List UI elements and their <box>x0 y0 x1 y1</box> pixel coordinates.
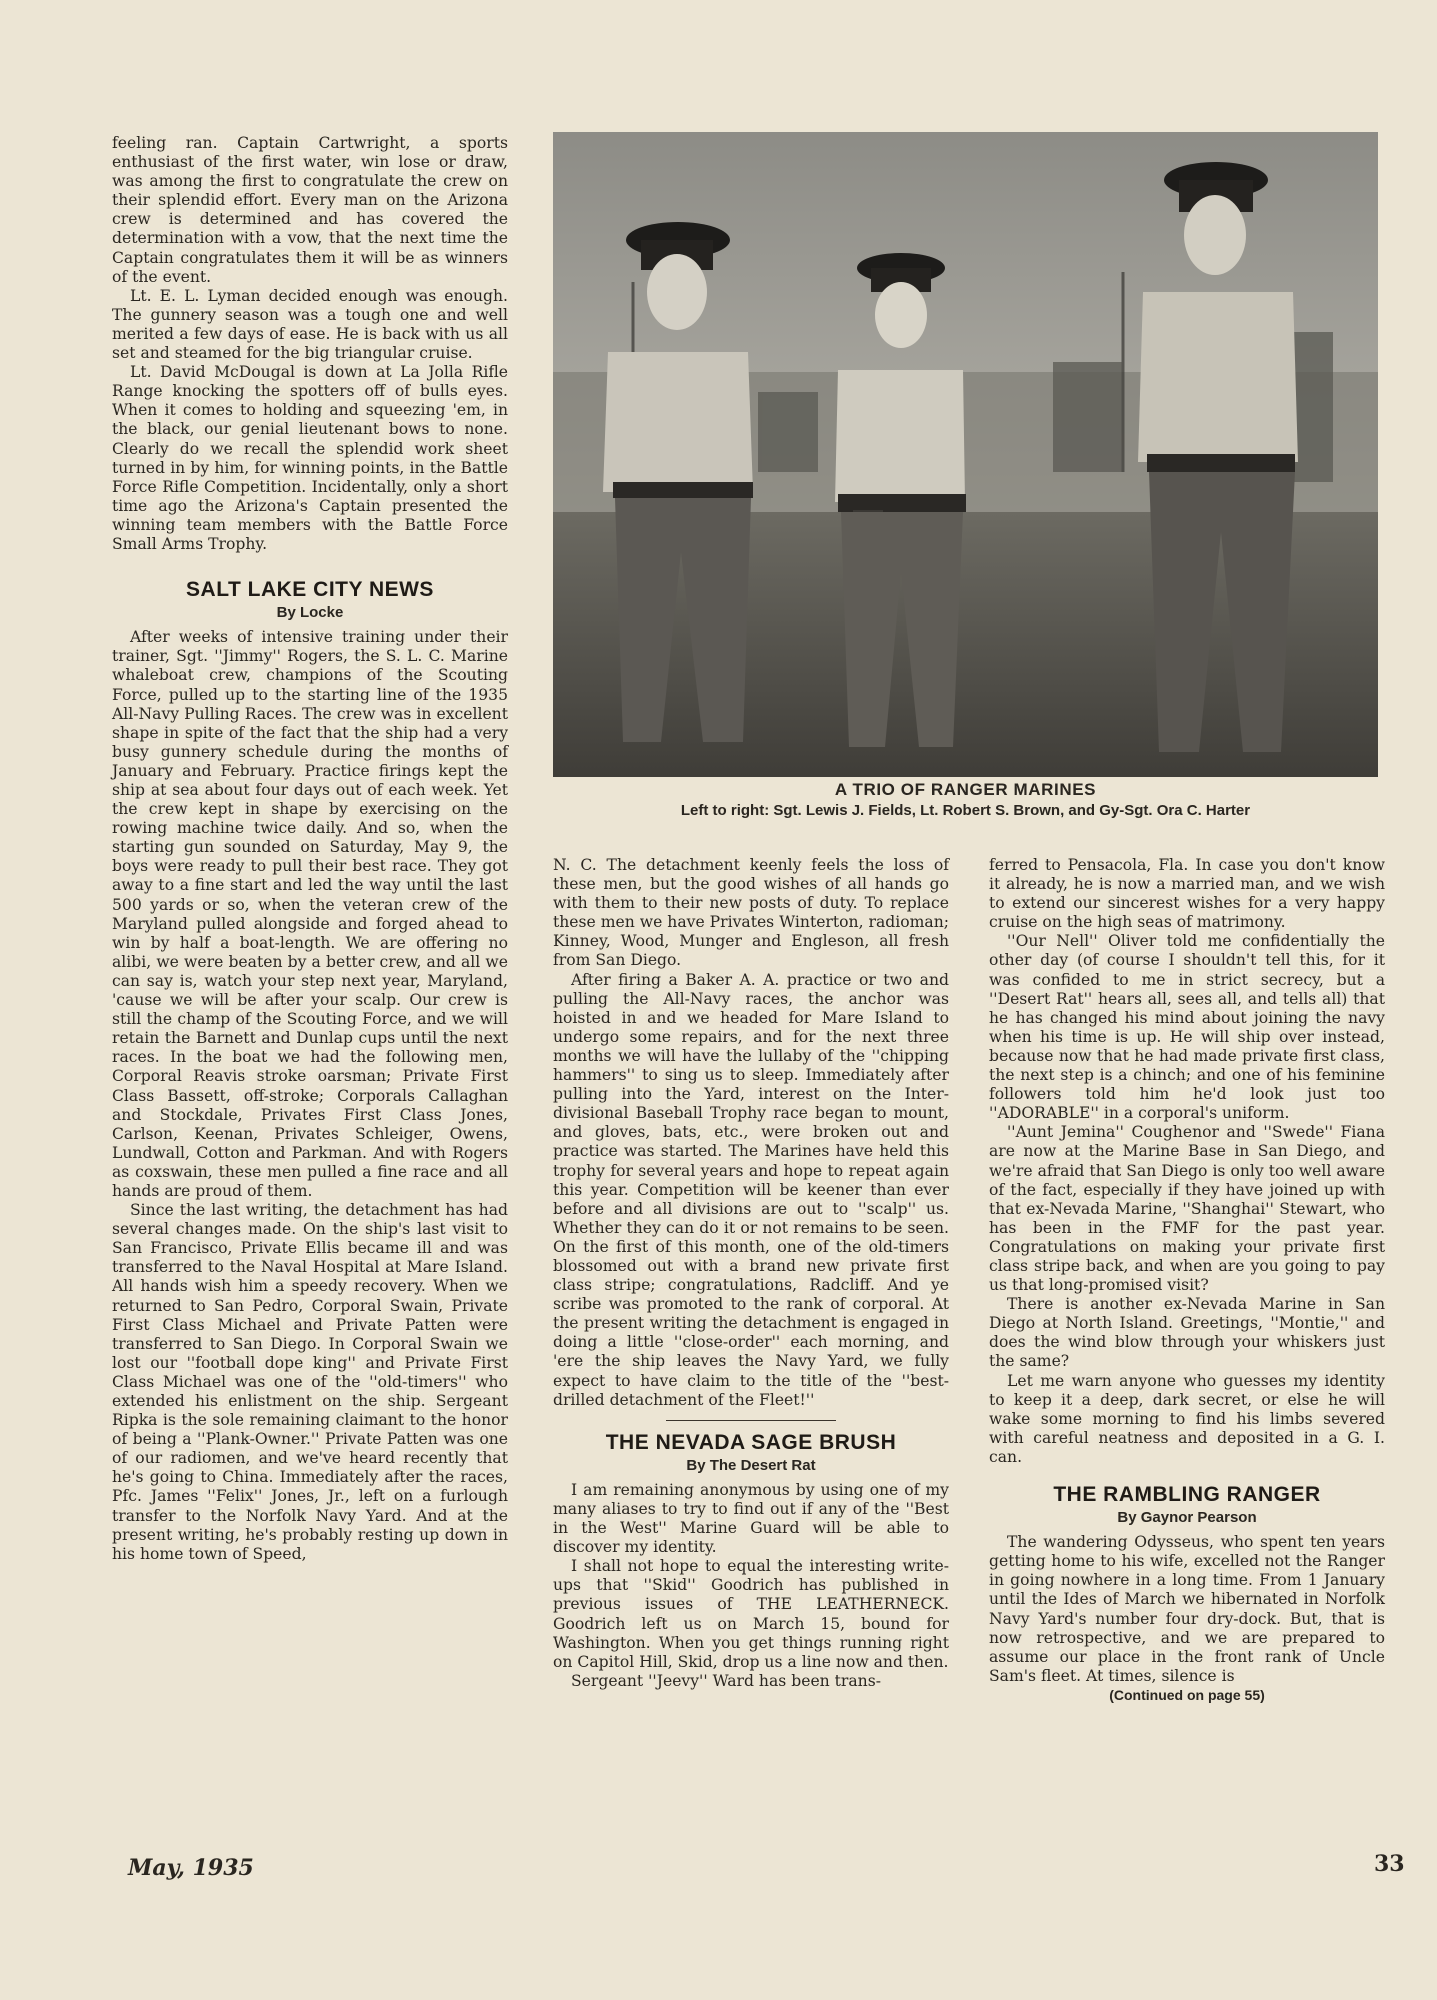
byline-gaynor-pearson: By Gaynor Pearson <box>1117 1509 1257 1527</box>
paragraph-warning: Let me warn anyone who guesses my identity to keep it a deep, dark secret, or else he will wake some morning to find his limbs severed with careful neatness and deposited in a G. I. can. <box>989 1371 1385 1466</box>
issue-date: May, 1935 <box>128 1855 254 1881</box>
paragraph-mcdougal: Lt. David McDougal is down at La Jolla Rifle Range knocking the spotters off of bulls eyes. When it comes to holding and squeezing 'em, in the black, our genial lieutenant bows to none. Clearly do we recall the splendid work sheet turned in by him, for winning points, in the Battle Force Rifle Competition. Incidentally, only a short time ago the Arizona's Captain presented the winning team members with the Battle Force Small Arms Trophy. <box>112 363 508 553</box>
paragraph-whaleboat-race: After weeks of intensive training under their trainer, Sgt. ''Jimmy'' Rogers, the S. L. C. Marine whaleboat crew, champions of the Scouting Force, pulled up to the starting line of the 1935 All-Navy Pulling Races. The crew was in excellent shape in spite of the fact that the ship had a very busy gunnery schedule during the months of January and February. Practice firings kept the ship at sea about four days out of each week. Yet the crew kept in shape by exercising on the rowing machine twice daily. And so, when the starting gun sounded on Saturday, May 9, the boys were ready to pull their best race. They got away to a fine start and led the way until the last 500 yards or so, when the veteran crew of the Maryland pulled alongside and forged ahead to win by half a boat-length. We are offering no alibi, we were beaten by a better crew, and all we can say is, watch your step next year, Maryland, 'cause we will be after your scalp. Our crew is still the champ of the Scouting Force, and we will retain the Barnett and Dunlap cups until the next races. In the boat we had the following men, Corporal Reavis stroke oarsman; Private First Class Bassett, off-stroke; Corporals Callaghan and Stockdale, Privates First Class Jones, Carlson, Keenan, Privates Schleiger, Owens, Lundwall, Cotton and Parkman. And with Rogers as coxswain, these men pulled a fine race and all hands are proud of them. <box>112 628 508 1200</box>
photo-caption-names: Left to right: Sgt. Lewis J. Fields, Lt. Robert S. Brown, and Gy-Sgt. Ora C. Harter <box>680 802 1251 819</box>
paragraph-anonymous: I am remaining anonymous by using one of my many aliases to try to find out if any of the ''Best in the West'' Marine Guard will be able to discover my identity. <box>553 1480 949 1557</box>
column-right <box>989 856 1385 1705</box>
headline-salt-lake-city-news: SALT LAKE CITY NEWS <box>186 578 434 602</box>
paragraph-detachment-changes: Since the last writing, the detachment has had several changes made. On the ship's last visit to San Francisco, Private Ellis became ill and was transferred to the Naval Hospital at Mare Island. All hands wish him a speedy recovery. When we returned to San Pedro, Corporal Swain, Private First Class Michael and Private Patten were transferred to San Diego. In Corporal Swain we lost our ''football dope king'' and Private First Class Michael was one of the ''old-timers'' who extended his enlistment on the ship. Sergeant Ripka is the sole remaining claimant to the honor of being a ''Plank-Owner.'' Private Patten was one of our radiomen, and we've heard recently that he's going to China. Immediately after the races, Pfc. James ''Felix'' Jones, Jr., left on a furlough transfer to the Norfolk Navy Yard. And at the present writing, he's probably resting up down in his home town of Speed, <box>112 1201 508 1563</box>
headline-rambling-ranger: THE RAMBLING RANGER <box>1053 1483 1321 1506</box>
paragraph-pensacola: ferred to Pensacola, Fla. In case you don't know it already, he is now a married man, and we wish to extend our sincerest wishes for a very happy cruise on the high seas of matrimony. <box>989 856 1385 932</box>
byline-locke: By Locke <box>276 604 344 622</box>
paragraph-lyman: Lt. E. L. Lyman decided enough was enough. The gunnery season was a tough one and well merited a few days of ease. He is back with us all set and steamed for the big triangular cruise. <box>112 286 508 363</box>
column-left <box>112 134 508 1564</box>
paragraph-arizona-crew: feeling ran. Captain Cartwright, a sports enthusiast of the first water, win lose or draw, was among the first to congratulate the crew on their splendid effort. Every man on the Arizona crew is determined and has covered the determination with a vow, that the next time the Captain congratulates them it will be as winners of the event. <box>112 134 508 286</box>
photo-three-marines <box>553 132 1378 777</box>
continued-note: (Continued on page 55) <box>1109 1686 1265 1703</box>
photo-caption-title: A TRIO OF RANGER MARINES <box>834 780 1097 799</box>
paragraph-aunt-jemina: ''Aunt Jemina'' Coughenor and ''Swede'' Fiana are now at the Marine Base in San Diego, and we're afraid that San Diego is only too well aware of the fact, especially if they have joined up with that ex-Nevada Marine, ''Shanghai'' Stewart, who has been in the FMF for the past year. Congratulations on making your private first class stripe back, and when are you going to pay us that long-promised visit? <box>989 1123 1385 1295</box>
page-number: 33 <box>1374 1851 1405 1877</box>
paragraph-baker-practice: After firing a Baker A. A. practice or two and pulling the All-Navy races, the anchor was hoisted in and we headed for Mare Island to undergo some repairs, and for the next three months we will have the lullaby of the ''chipping hammers'' to sing us to sleep. Immediately after pulling into the Yard, interest on the Inter-divisional Baseball Trophy race began to mount, and gloves, bats, etc., were broken out and practice was started. The Marines have held this trophy for several years and hope to repeat again this year. Competition will be keener than ever before and all divisions are out to ''scalp'' us. Whether they can do it or not remains to be seen. On the first of this month, one of the old-timers blossomed out with a brand new private first class stripe; congratulations, Radcliff. And ye scribe was promoted to the rank of corporal. At the present writing the detachment is engaged in doing a little ''close-order'' each morning, and 'ere the ship leaves the Navy Yard, we fully expect to have claim to the title of the ''best-drilled detachment of the Fleet!'' <box>553 970 949 1409</box>
paragraph-jeevy-ward: Sergeant ''Jeevy'' Ward has been trans- <box>571 1671 882 1690</box>
byline-desert-rat: By The Desert Rat <box>686 1456 816 1474</box>
column-middle <box>553 856 949 1691</box>
photo-illustration <box>553 132 1378 777</box>
paragraph-nc: N. C. The detachment keenly feels the loss of these men, but the good wishes of all hands go with them to their new posts of duty. To replace these men we have Privates Winterton, radioman; Kinney, Wood, Munger and Engleson, all fresh from San Diego. <box>553 856 949 970</box>
paragraph-skid-goodrich: I shall not hope to equal the interesting write-ups that ''Skid'' Goodrich has published in previous issues of THE LEATHERNECK. Goodrich left us on March 15, bound for Washington. When you get things running right on Capitol Hill, Skid, drop us a line now and then. <box>553 1557 949 1671</box>
paragraph-odysseus: The wandering Odysseus, who spent ten years getting home to his wife, excelled not the Ranger in going nowhere in a long time. From 1 January until the Ides of March we hibernated in Norfolk Navy Yard's number four dry-dock. But, that is now retrospective, and we are prepared to assume our place in the front rank of Uncle Sam's fleet. At times, silence is <box>989 1533 1385 1685</box>
paragraph-montie: There is another ex-Nevada Marine in San Diego at North Island. Greetings, ''Montie,'' and does the wind blow through your whiskers just the same? <box>989 1295 1385 1371</box>
headline-nevada-sage-brush: THE NEVADA SAGE BRUSH <box>605 1430 897 1454</box>
paragraph-our-nell: ''Our Nell'' Oliver told me confidentially the other day (of course I shouldn't tell this, for it was confided to me in strict secrecy, but a ''Desert Rat'' hears all, sees all, and tells all) that he has changed his mind about joining the navy when his time is up. He will ship over instead, because now that he had made private first class, the next step is a chinch; and one of his feminine followers told him he'd look just too ''ADORABLE'' in a corporal's uniform. <box>989 932 1385 1123</box>
section-divider <box>666 1420 836 1421</box>
